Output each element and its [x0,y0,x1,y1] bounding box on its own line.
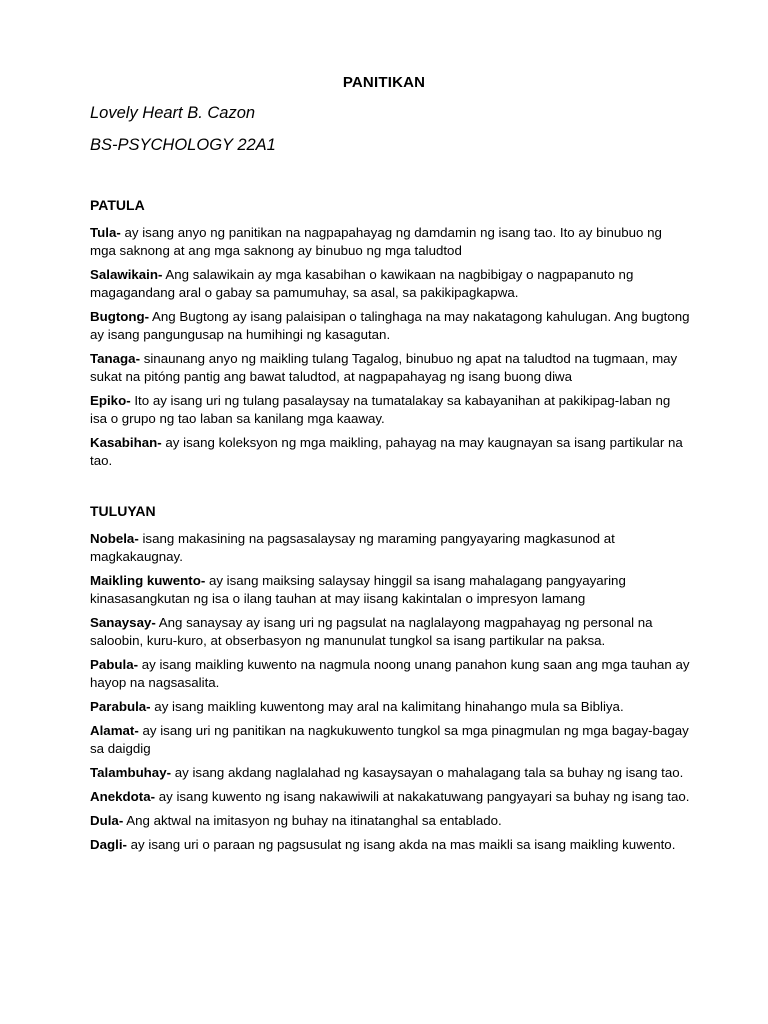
entry-term: Anekdota- [90,789,156,804]
definition-entry [90,698,690,716]
entry-term: Bugtong- [90,309,150,324]
entry-term: Epiko- [90,393,131,408]
definition-entry [90,764,690,782]
definition-entry [90,614,690,650]
entry-definition: Ang salawikain ay mga kasabihan o kawikaan na nagbibigay o nagpapanuto ng magagandang aral o gabay sa pamumuhay, sa asal, sa pakikipagkapwa. [90,267,634,300]
entry-term: Nobela- [90,531,139,546]
entry-term: Sanaysay- [90,615,156,630]
entry-definition: ay isang akdang naglalahad ng kasaysayan o mahalagang tala sa buhay ng isang tao. [171,765,684,780]
author-name: Lovely Heart B. Cazon [90,104,256,122]
entry-definition: ay isang maikling kuwentong may aral na kalimitang hinahango mula sa Bibliya. [150,699,624,714]
entry-term: Pabula- [90,657,139,672]
definition-entry [90,656,690,692]
entry-term: Tula- [90,225,121,240]
entry-definition: Ang sanaysay ay isang uri ng pagsulat na naglalayong magpahayag ng personal na saloobin, kuru-kuro, at obserbasyon ng manunulat tungkol sa isang partikular na paksa. [90,615,653,648]
entry-term: Alamat- [90,723,139,738]
entry-term: Parabula- [90,699,151,714]
definition-entry [90,308,690,344]
definition-entry [90,812,690,830]
definition-entry [90,434,690,470]
entry-definition: ay isang maikling kuwento na nagmula noong unang panahon kung saan ang mga tauhan ay hayop na nagsasalita. [90,657,690,690]
entry-term: Maikling kuwento- [90,573,206,588]
definition-entry [90,224,690,260]
entry-definition: isang makasining na pagsasalaysay ng maraming pangyayaring magkasunod at magkakaugnay. [90,531,615,564]
definition-entry [90,350,690,386]
section-heading: TULUYAN [90,503,156,519]
definition-entry [90,836,690,854]
entry-definition: ay isang uri o paraan ng pagsusulat ng isang akda na mas maikli sa isang maikling kuwento. [126,837,676,852]
entry-definition: ay isang kuwento ng isang nakawiwili at nakakatuwang pangyayari sa buhay ng isang tao. [155,789,690,804]
entry-definition: ay isang uri ng panitikan na nagkukuwento tungkol sa mga pinagmulan ng mga bagay-bagay sa daigdig [90,723,689,756]
entry-term: Talambuhay- [90,765,172,780]
definition-entry [90,530,690,566]
entry-term: Tanaga- [90,351,140,366]
entry-definition: Ang aktwal na imitasyon ng buhay na itinatanghal sa entablado. [123,813,502,828]
entry-term: Dagli- [90,837,127,852]
entry-definition: ay isang anyo ng panitikan na nagpapahayag ng damdamin ng isang tao. Ito ay binubuo ng mga saknong at ang mga saknong ay binubuo ng mga taludtod [90,225,662,258]
definition-entry [90,572,690,608]
definition-entry [90,788,690,806]
section-patula [90,197,690,476]
entry-definition: Ito ay isang uri ng tulang pasalaysay na tumatalakay sa kabayanihan at pakikipag-laban ng isa o grupo ng tao laban sa kanilang mga kaaway. [90,393,671,426]
entry-term: Salawikain- [90,267,163,282]
section-tuluyan [90,503,690,860]
definition-entry [90,266,690,302]
entry-definition: Ang Bugtong ay isang palaisipan o talinghaga na may nakatagong kahulugan. Ang bugtong ay isang pangungusap na humihingi ng kasagutan. [90,309,690,342]
course-section: BS-PSYCHOLOGY 22A1 [90,136,276,154]
definition-entry [90,722,690,758]
entry-term: Kasabihan- [90,435,162,450]
document-title: PANITIKAN [342,74,426,91]
entry-definition: ay isang maiksing salaysay hinggil sa isang mahalagang pangyayaring kinasasangkutan ng isa o ilang tauhan at may iisang kakintalan o impresyon lamang [90,573,626,606]
entry-definition: ay isang koleksyon ng mga maikling, pahayag na may kaugnayan sa isang partikular na tao. [90,435,683,468]
section-heading: PATULA [90,197,145,213]
entry-term: Dula- [90,813,124,828]
definition-entry [90,392,690,428]
entry-definition: sinaunang anyo ng maikling tulang Tagalog, binubuo ng apat na taludtod na tugmaan, may sukat na pitóng pantig ang bawat taludtod, at nagpapahayag ng isang buong diwa [90,351,678,384]
